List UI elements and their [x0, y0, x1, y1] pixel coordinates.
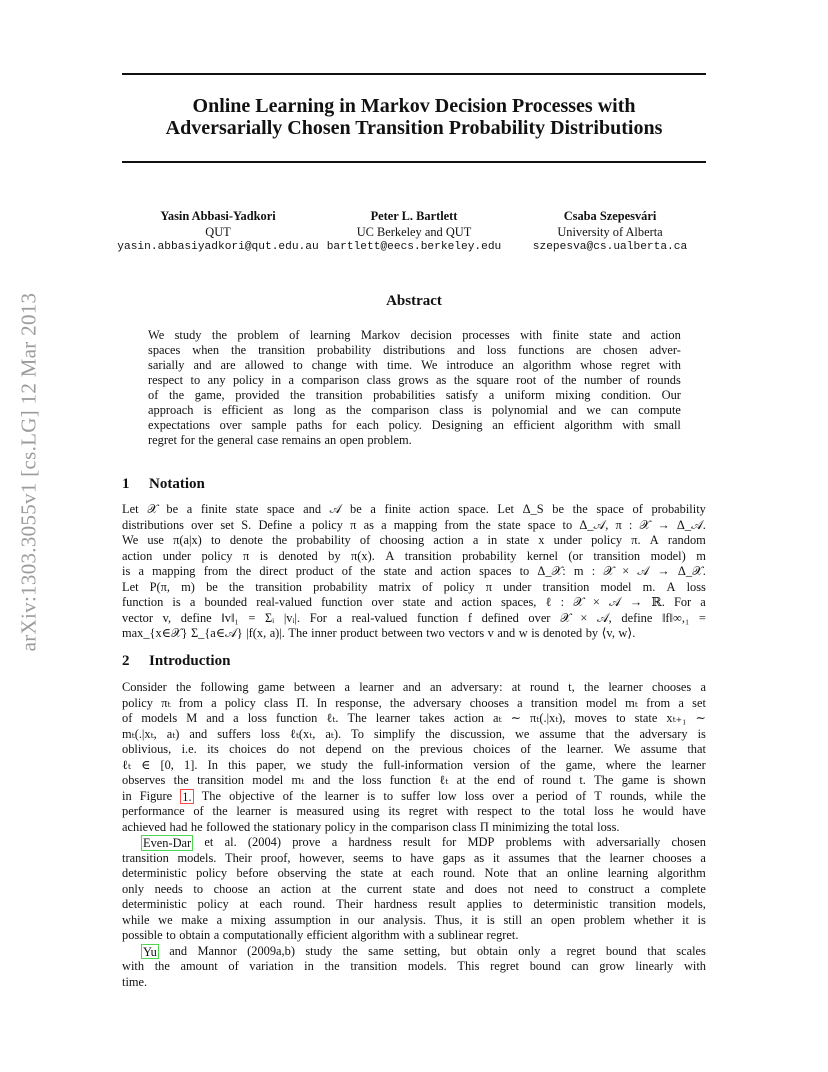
author-email[interactable]: szepesva@cs.ualberta.ca [532, 241, 688, 253]
author-name: Yasin Abbasi-Yadkori [160, 209, 276, 223]
text-line: possible to obtain a computationally efficient algorithm with a sublinear regret. [122, 928, 519, 942]
figure-1-link[interactable]: 1. [182, 789, 192, 804]
text-line: vector v, define ‖v‖₁ = Σᵢ |vᵢ|. For a real-valued function f defined over 𝒳 × 𝒜, define ‖f‖∞,₁ = [122, 610, 706, 625]
text-line: respect to any policy in a comparison class grows as the square root of the number of rounds [148, 373, 681, 387]
text-line: time. [122, 974, 148, 989]
section-number: 2 [122, 653, 130, 669]
text-line: only needs to choose an action at the current state and does not need to construct a complete [122, 881, 706, 896]
text-line: of models M and a loss function ℓₜ. The learner takes action aₜ ∼ πₜ(.|xₜ), moves to state xₜ₊₁ ∼ [122, 711, 706, 725]
text-line: mₜ(.|xₜ, aₜ) and suffers loss ℓₜ(xₜ, aₜ). To simplify the discussion, we assume that the adversary is [122, 726, 706, 741]
author-email[interactable]: bartlett@eecs.berkeley.edu [326, 241, 502, 253]
author-affiliation: University of Alberta [557, 224, 663, 239]
section-number: 1 [122, 476, 130, 492]
top-rule [122, 73, 706, 75]
text-line: performance of the learner is measured using its regret with respect to the total loss he would have [122, 804, 706, 818]
text-line: Let 𝒳 be a finite state space and 𝒜 be a finite action space. Let Δ_S be the space of probability [122, 502, 706, 516]
section-title: Notation [149, 476, 205, 492]
text-line: Let P(π, m) be the transition probability matrix of policy π under transition model m. A loss [122, 579, 706, 594]
text-line: We study the problem of learning Markov decision processes with finite state and action [148, 328, 681, 342]
title-line-1: Online Learning in Markov Decision Processes with [192, 95, 636, 117]
paper-title [100, 95, 728, 139]
text-line: oblivious, i.e. its choices do not depend on the previous choices of the learner. We assume that [122, 742, 706, 756]
text-line: sarially and are allowed to change with time. We introduce an algorithm whose regret with [148, 358, 681, 372]
text-line: in Figure 1. The objective of the learner is to suffer low loss over a period of T rounds, while the [122, 788, 706, 804]
author-email[interactable]: yasin.abbasiyadkori@qut.edu.au [117, 241, 319, 253]
text-line: deterministic policy at each round. Their hardness result applies to deterministic transition models, [122, 897, 706, 911]
citation-even-dar-link[interactable]: Even-Dar [143, 836, 192, 850]
notation-body [122, 502, 706, 642]
text-line: deterministic policy before observing the state at each round. Note that an online learning algorithm [122, 866, 706, 880]
text-line: approach is efficient as long as the comparison class is polynomial and we can compute [148, 403, 681, 417]
title-bottom-rule [122, 161, 706, 163]
text-line: policy πₜ from a policy class Π. In response, the adversary chooses a transition model mₜ from a set [122, 695, 706, 710]
arxiv-stamp[interactable] [14, 262, 44, 682]
text-line: while we make a mixing assumption in our analysis. Thus, it is still an open problem whether it is [122, 912, 706, 927]
text-line: with the amount of variation in the transition models. This regret bound can grow linearly with [122, 959, 706, 973]
citation-yu-mannor-link[interactable]: Yu [143, 944, 157, 959]
text-line: Even-Dar et al. (2004) prove a hardness result for MDP problems with adversarially chosen [143, 835, 706, 850]
text-line: distributions over set S. Define a policy π as a mapping from the state space to Δ_𝒜, π : 𝒳 → Δ_𝒜. [122, 517, 706, 532]
author-block-2 [323, 209, 505, 256]
abstract-body [148, 328, 681, 448]
text-line: expectations over sample paths for each policy. Designing an efficient algorithm with small [148, 418, 681, 432]
text-line: transition models. Their proof, however, seems to have gaps as it assumes that the learner chooses a [122, 850, 706, 865]
text-line: Consider the following game between a learner and an adversary: at round t, the learner chooses a [122, 680, 706, 694]
author-block-1 [113, 209, 323, 256]
author-block-3 [515, 209, 705, 256]
section-heading-introduction [122, 653, 230, 670]
arxiv-stamp-text: arXiv:1303.3055v1 [cs.LG] 12 Mar 2013 [16, 292, 41, 652]
author-affiliation: QUT [205, 224, 231, 239]
text-line: spaces when the transition probability distributions and loss functions are chosen adver- [148, 343, 681, 357]
text-line: is a mapping from the direct product of the state and action spaces to Δ_𝒳: m : 𝒳 × 𝒜 → Δ_𝒳. [122, 564, 706, 578]
text-line: function is a bounded real-valued function over state and action spaces, ℓ : 𝒳 × 𝒜 → ℝ. For a [122, 595, 706, 609]
text-line: max_{x∈𝒳} Σ_{a∈𝒜} |f(x, a)|. The inner product between two vectors v and w is denoted by ⟨v, w⟩. [122, 626, 636, 640]
text-line: achieved had he followed the stationary policy in the comparison class Π minimizing the total loss. [122, 819, 620, 834]
author-affiliation: UC Berkeley and QUT [356, 224, 472, 239]
title-line-2: Adversarially Chosen Transition Probability Distributions [165, 117, 663, 139]
author-name: Peter L. Bartlett [370, 209, 458, 223]
section-heading-notation [122, 476, 205, 493]
text-line: of the game, provided the transition probabilities satisfy a uniform mixing condition. Our [148, 388, 681, 402]
text-line: action under policy π is denoted by π(x). A transition probability kernel (or transition model) m [122, 548, 706, 563]
text-line: ℓₜ ∈ [0, 1]. In this paper, we study the full-information version of the game, where the learner [122, 757, 706, 772]
text-line: Yu and Mannor (2009a,b) study the same setting, but obtain only a regret bound that scales [143, 943, 706, 959]
text-line: observes the transition model mₜ and the loss function ℓₜ at the end of round t. The game is shown [122, 773, 706, 787]
text-line: We use π(a|x) to denote the probability of choosing action a in state x under policy π. A random [122, 533, 706, 547]
section-title: Introduction [149, 653, 231, 669]
abstract-heading: Abstract [386, 293, 442, 309]
introduction-body [122, 680, 706, 990]
author-name: Csaba Szepesvári [563, 209, 657, 223]
text-line: regret for the general case remains an open problem. [148, 433, 412, 447]
